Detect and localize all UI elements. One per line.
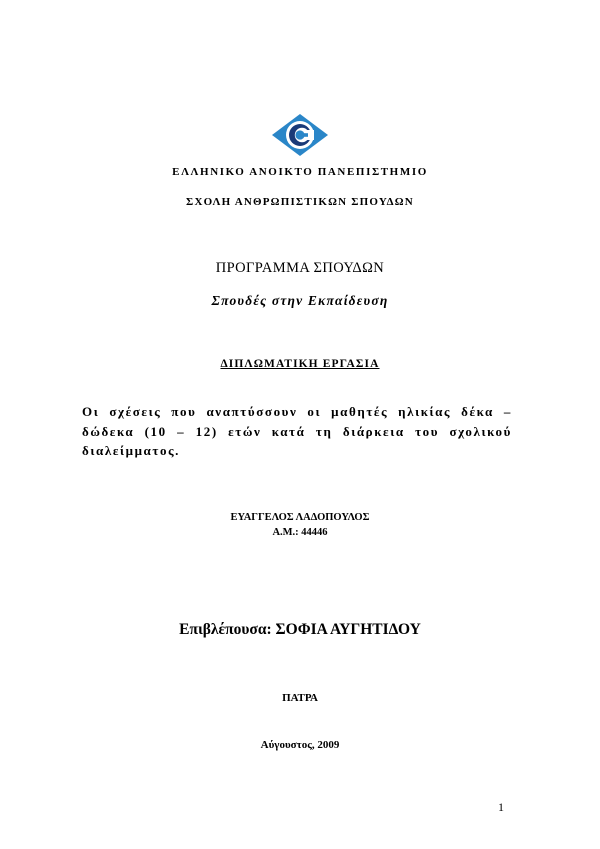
page-number: 1 — [498, 800, 504, 814]
thesis-label: ΔΙΠΛΩΜΑΤΙΚΗ ΕΡΓΑΣΙΑ — [220, 358, 380, 370]
program-name: Σπουδές στην Εκπαίδευση — [211, 293, 389, 308]
thesis-title: Οι σχέσεις που αναπτύσσουν οι μαθητές ηλικίας δέκα – δώδεκα (10 – 12) ετών κατά τη διάρκεια του σχολικού διαλείμματος. — [82, 404, 512, 458]
author-name: ΕΥΑΓΓΕΛΟΣ ΛΑΔΟΠΟΥΛΟΣ — [230, 512, 370, 523]
registration-number: Α.Μ.: 44446 — [272, 527, 328, 538]
school-name: ΣΧΟΛΗ ΑΝΘΡΩΠΙΣΤΙΚΩΝ ΣΠΟΥΔΩΝ — [186, 196, 414, 208]
eap-university-logo-icon — [271, 113, 329, 157]
university-name: ΕΛΛΗΝΙΚΟ ΑΝΟΙΚΤΟ ΠΑΝΕΠΙΣΤΗΜΙΟ — [172, 166, 428, 178]
supervisor: Επιβλέπουσα: ΣΟΦΙΑ ΑΥΓΗΤΙΔΟΥ — [179, 621, 421, 638]
date: Αύγουστος, 2009 — [260, 739, 340, 751]
program-label: ΠΡΟΓΡΑΜΜΑ ΣΠΟΥΔΩΝ — [215, 260, 385, 276]
city: ΠΑΤΡΑ — [282, 692, 318, 704]
